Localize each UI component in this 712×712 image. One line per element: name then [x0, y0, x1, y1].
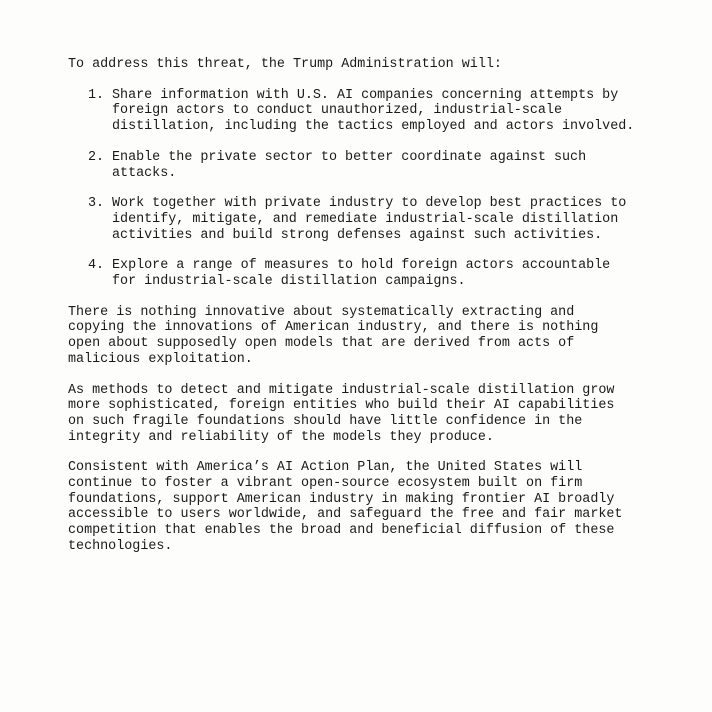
action-item-1 — [88, 88, 688, 135]
action-number: 4. — [88, 258, 105, 274]
intro-line: To address this threat, the Trump Administration will: — [68, 57, 502, 72]
text-line: continue to foster a vibrant open-source ecosystem built on firm — [68, 476, 583, 492]
text-line: more sophisticated, foreign entities who build their AI capabilities — [68, 398, 615, 414]
text-line: foundations, support American industry in making frontier AI broadly — [68, 491, 615, 507]
action-text — [112, 88, 688, 135]
action-text — [112, 150, 688, 181]
text-line: distillation, including the tactics employed and actors involved. — [112, 119, 635, 135]
text-line: There is nothing innovative about systematically extracting and — [68, 304, 575, 320]
text-line: open about supposedly open models that are derived from acts of — [68, 336, 575, 352]
action-item-3 — [88, 196, 688, 243]
text-line: malicious exploitation. — [68, 351, 253, 367]
text-line: for industrial-scale distillation campaigns. — [112, 274, 466, 290]
text-line: attacks. — [112, 165, 177, 181]
action-number: 1. — [88, 87, 105, 103]
text-line: Share information with U.S. AI companies concerning attempts by — [112, 87, 619, 103]
action-text — [112, 258, 688, 289]
text-line: technologies. — [68, 538, 173, 554]
text-line: copying the innovations of American industry, and there is nothing — [68, 320, 599, 336]
document-body — [68, 57, 688, 570]
action-number: 2. — [88, 149, 105, 165]
text-line: Explore a range of measures to hold foreign actors accountable — [112, 258, 611, 274]
action-text — [112, 196, 688, 243]
text-line: on such fragile foundations should have little confidence in the — [68, 413, 583, 429]
paragraph-detection — [68, 383, 688, 446]
text-line: accessible to users worldwide, and safeguard the free and fair market — [68, 507, 623, 523]
text-line: integrity and reliability of the models they produce. — [68, 429, 494, 445]
text-line: Work together with private industry to develop best practices to — [112, 196, 627, 212]
text-line: activities and build strong defenses against such activities. — [112, 227, 603, 243]
text-line: Enable the private sector to better coordinate against such — [112, 149, 587, 165]
paragraph-innovation — [68, 305, 688, 368]
text-line: identify, mitigate, and remediate industrial-scale distillation — [112, 211, 619, 227]
paragraph-action-plan — [68, 460, 688, 554]
action-number: 3. — [88, 196, 105, 212]
text-line: competition that enables the broad and beneficial diffusion of these — [68, 523, 615, 539]
text-line: foreign actors to conduct unauthorized, industrial-scale — [112, 103, 562, 119]
action-item-2 — [88, 150, 688, 181]
text-line: Consistent with America’s AI Action Plan, the United States will — [68, 460, 583, 476]
action-item-4 — [88, 258, 688, 289]
text-line: As methods to detect and mitigate industrial-scale distillation grow — [68, 382, 615, 398]
action-list — [68, 88, 688, 290]
